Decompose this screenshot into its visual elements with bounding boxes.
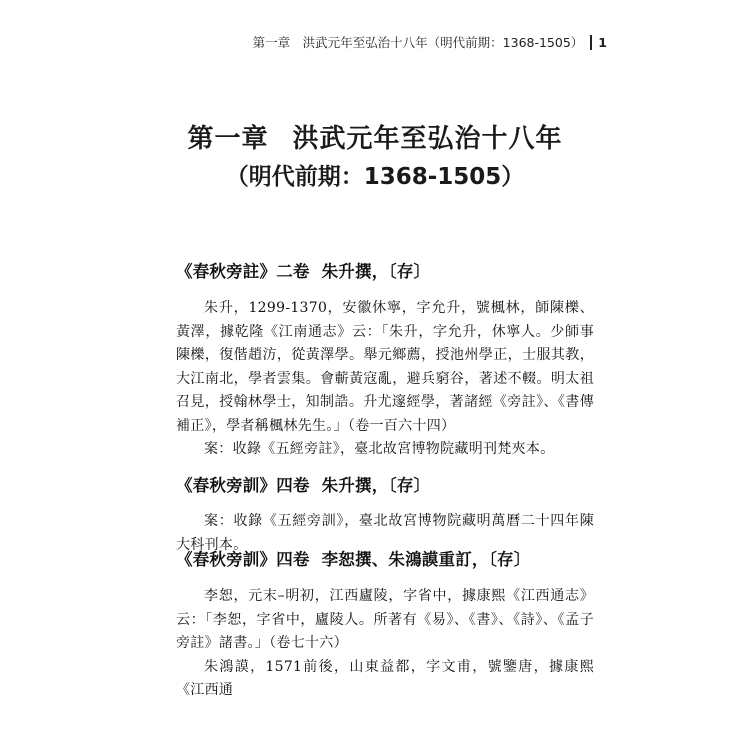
header-divider [590, 35, 592, 50]
running-header [253, 33, 607, 51]
entry-paragraph: 案：收錄《五經旁註》，臺北故宮博物院藏明刊梵夾本。 [204, 441, 555, 457]
entry-author: 李恕撰、朱鴻謨重訂，〔存〕 [321, 550, 531, 569]
entry-work-title: 《春秋旁訓》四卷 [176, 476, 310, 495]
entry-2 [176, 472, 594, 557]
running-header-text: 第一章 洪武元年至弘治十八年（明代前期：1368-1505） [252, 35, 584, 50]
entry-paragraph: 李恕，元末–明初，江西廬陵，字省中，據康熙《江西通志》云：「李恕，字省中，廬陵人。所著有《易》、《書》、《詩》、《孟子旁註》諸書。」（卷七十六） [176, 588, 594, 651]
entry-paragraph: 案：收錄《五經旁訓》，臺北故宮博物院藏明萬曆二十四年陳大科刊本。 [176, 513, 594, 553]
chapter-number: 第一章 [187, 124, 269, 154]
entry-work-title: 《春秋旁註》二卷 [176, 262, 310, 281]
entry-3 [176, 546, 594, 703]
chapter-title [0, 118, 750, 155]
entry-paragraph: 朱鴻謨，1571前後，山東益都，字文甫，號鑒唐，據康熙《江西通 [176, 658, 594, 698]
chapter-subtitle: （明代前期：1368-1505） [225, 164, 525, 190]
entry-work-title: 《春秋旁訓》四卷 [176, 550, 310, 569]
entry-heading [176, 546, 594, 570]
entry-heading [176, 258, 594, 282]
chapter-title-text: 洪武元年至弘治十八年 [292, 124, 563, 154]
entry-1 [176, 258, 594, 462]
page-number: 1 [598, 34, 607, 50]
entry-author: 朱升撰，〔存〕 [321, 262, 431, 281]
entry-author: 朱升撰，〔存〕 [321, 476, 431, 495]
entry-heading [176, 472, 594, 496]
entry-paragraph: 朱升，1299-1370，安徽休寧，字允升，號楓林，師陳櫟、黃澤，據乾隆《江南通志》云：「朱升，字允升，休寧人。少師事陳櫟，復偕趙汸，從黃澤學。舉元鄉薦，授池州學正，士服其教，大江南北，學者雲集。會蘄黃寇亂，避兵窮谷，著述不輟。明太祖召見，授翰林學士，知制誥。升尤邃經學，著諸經《旁註》、《書傳補正》，學者稱楓林先生。」（卷一百六十四） [176, 300, 594, 434]
